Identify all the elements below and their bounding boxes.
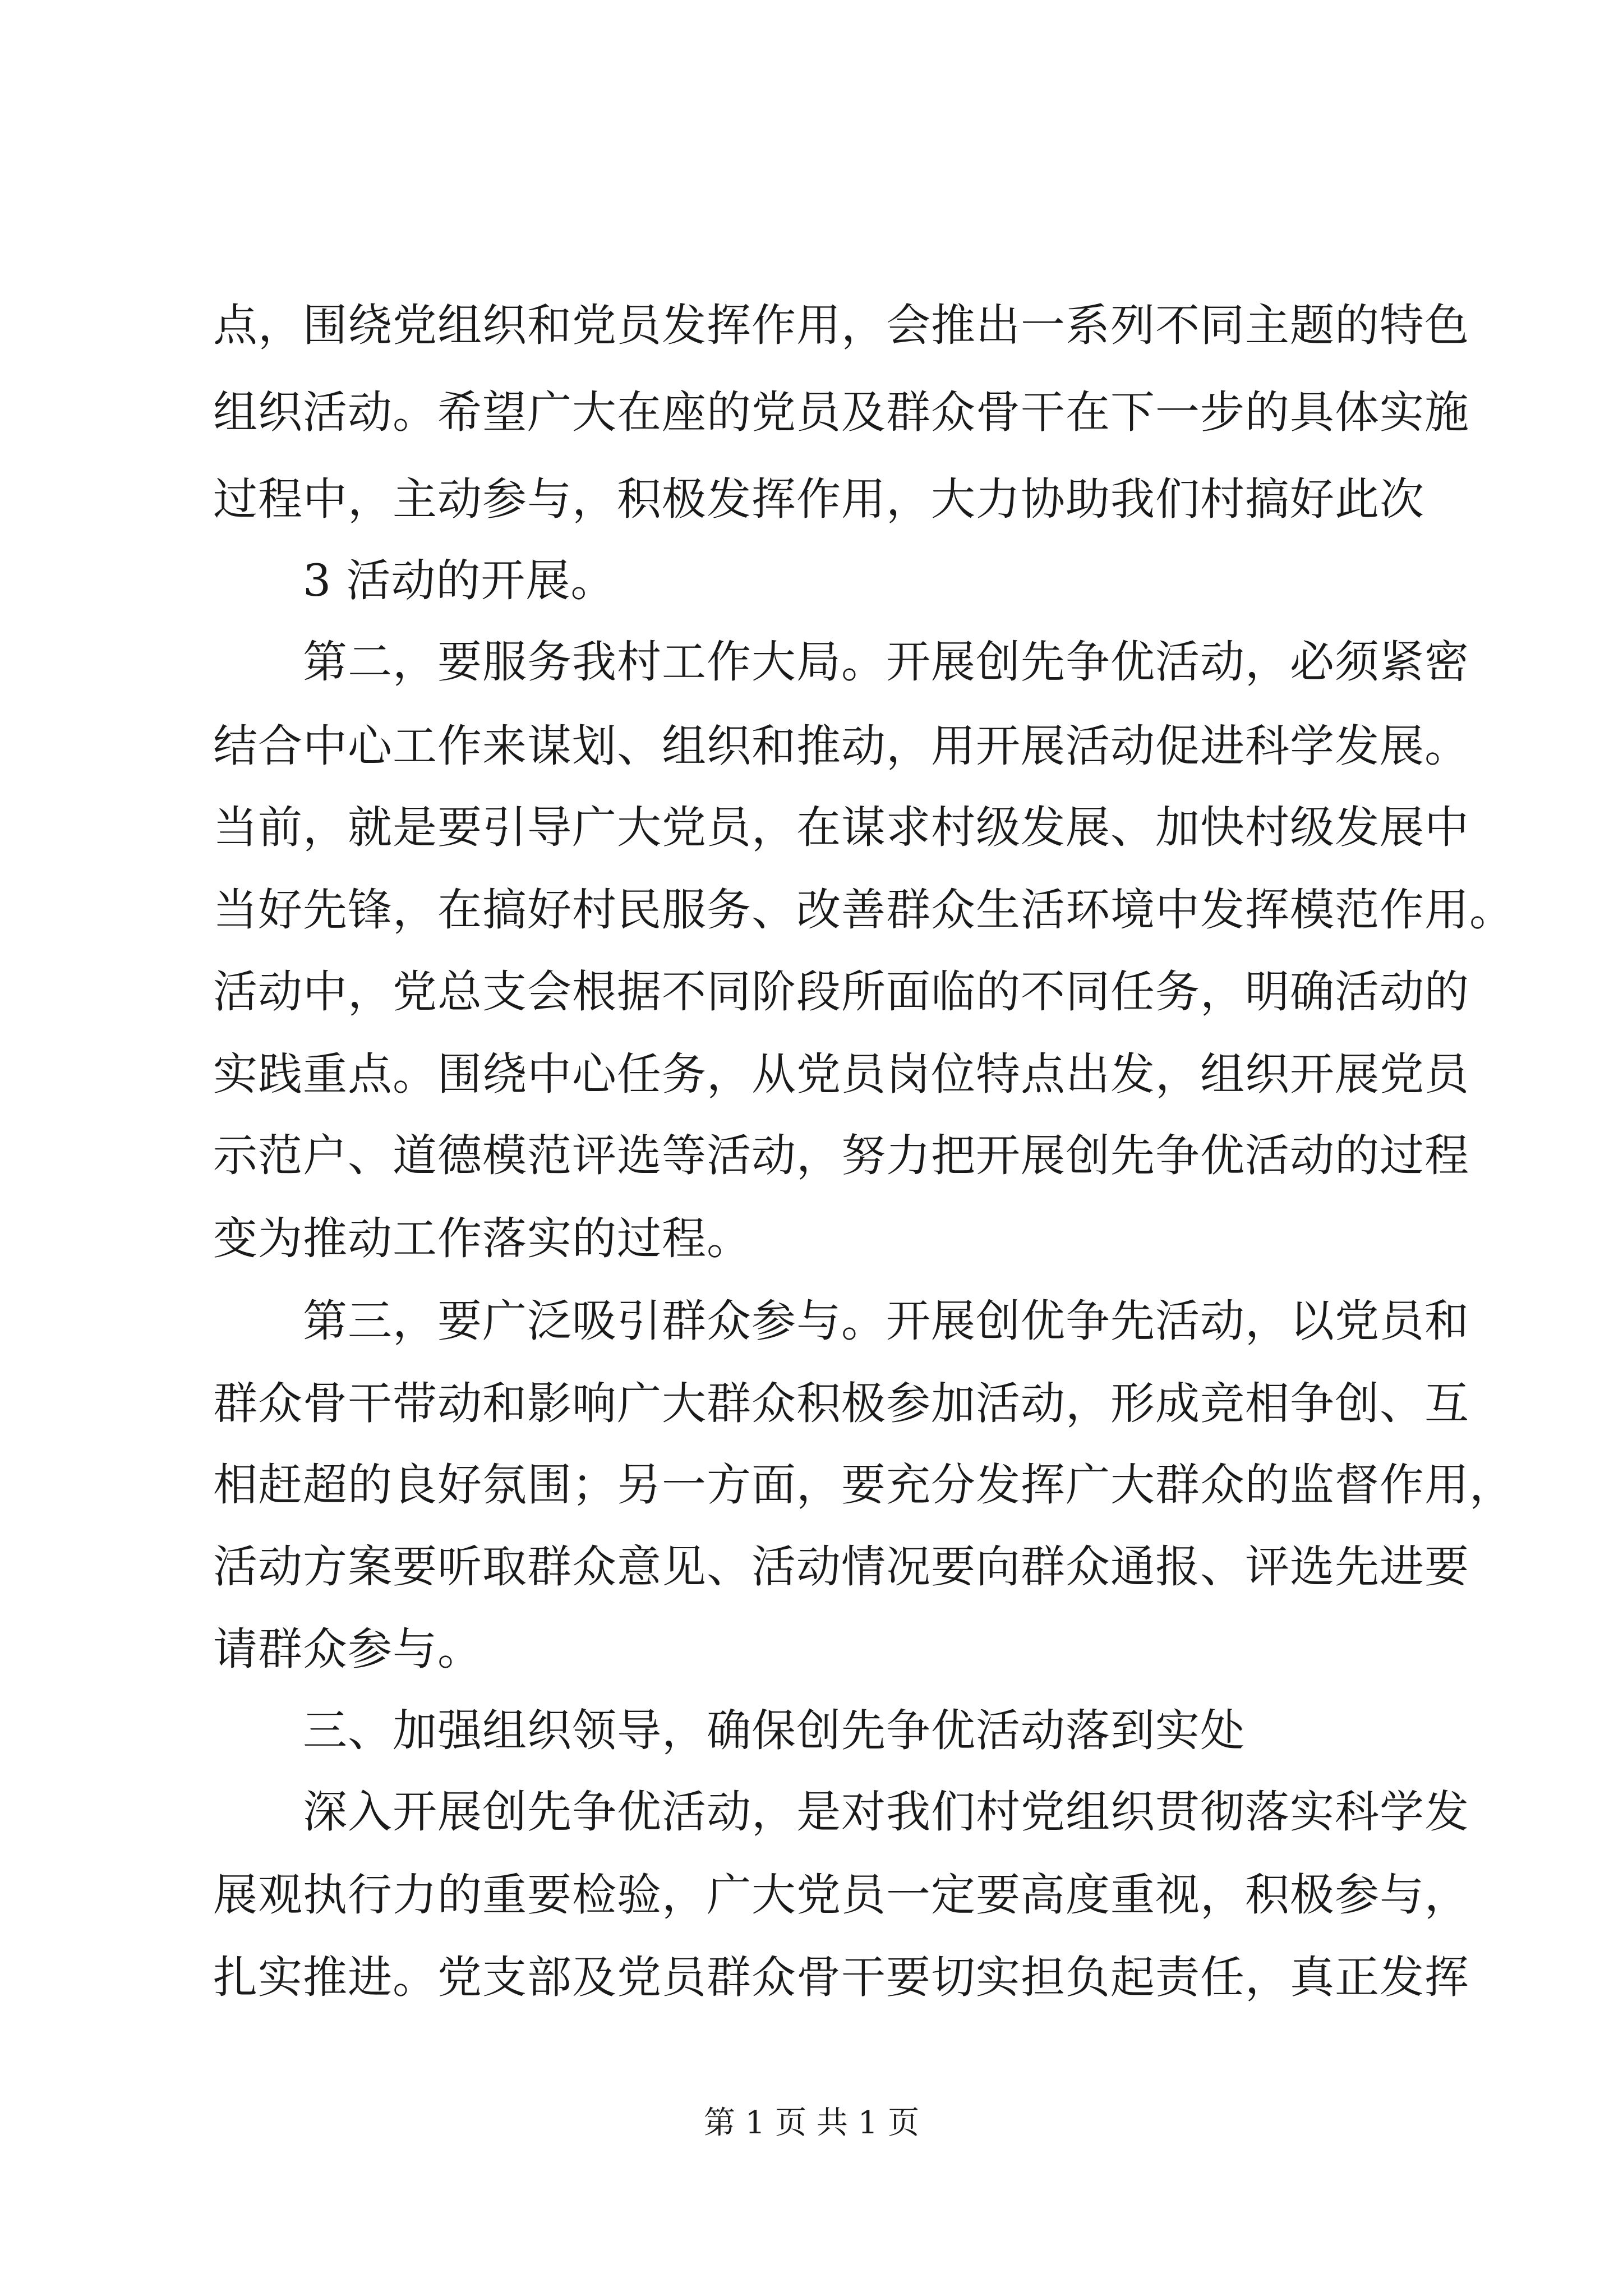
text-line: 实践重点。围绕中心任务，从党员岗位特点出发，组织开展党员: [213, 1048, 1469, 1100]
text-line: 活动中，党总支会根据不同阶段所面临的不同任务，明确活动的: [213, 966, 1469, 1018]
text-line: 点，围绕党组织和党员发挥作用，会推出一系列不同主题的特色: [213, 300, 1469, 351]
text-line: 结合中心工作来谋划、组织和推动，用开展活动促进科学发展。: [213, 720, 1469, 772]
text-line: 变为推动工作落实的过程。: [213, 1213, 751, 1264]
section-heading: 三、加强组织领导，确保创先争优活动落到实处: [303, 1705, 1245, 1756]
text-line: 扎实推进。党支部及党员群众骨干要切实担负起责任，真正发挥: [213, 1952, 1469, 2003]
text-line: 请群众参与。: [213, 1623, 482, 1675]
text-line: 活动方案要听取群众意见、活动情况要向群众通报、评选先进要: [213, 1541, 1469, 1593]
text-line: 相赶超的良好氛围；另一方面，要充分发挥广大群众的监督作用，: [213, 1459, 1514, 1511]
text-line: 展观执行力的重要检验，广大党员一定要高度重视，积极参与，: [213, 1869, 1469, 1921]
page-footer: 第 1 页 共 1 页: [703, 2105, 920, 2141]
text-line: 示范户、道德模范评选等活动，努力把开展创先争优活动的过程: [213, 1130, 1469, 1181]
text-line: 过程中，主动参与，积极发挥作用，大力协助我们村搞好此次: [213, 473, 1424, 525]
text-line: 群众骨干带动和影响广大群众积极参加活动，形成竞相争创、互: [213, 1378, 1469, 1429]
text-line: 当前，就是要引导广大党员，在谋求村级发展、加快村级发展中: [213, 802, 1469, 853]
paragraph-first-line: 第二，要服务我村工作大局。开展创先争优活动，必须紧密: [303, 636, 1469, 688]
paragraph-first-line: 第三，要广泛吸引群众参与。开展创优争先活动，以党员和: [303, 1295, 1469, 1347]
text-line: 当好先锋，在搞好村民服务、改善群众生活环境中发挥模范作用。: [213, 884, 1514, 936]
text-line: 组织活动。希望广大在座的党员及群众骨干在下一步的具体实施: [213, 386, 1469, 438]
paragraph-first-line: 深入开展创先争优活动，是对我们村党组织贯彻落实科学发: [303, 1786, 1469, 1838]
paragraph-line: 3 活动的开展。: [303, 555, 616, 606]
